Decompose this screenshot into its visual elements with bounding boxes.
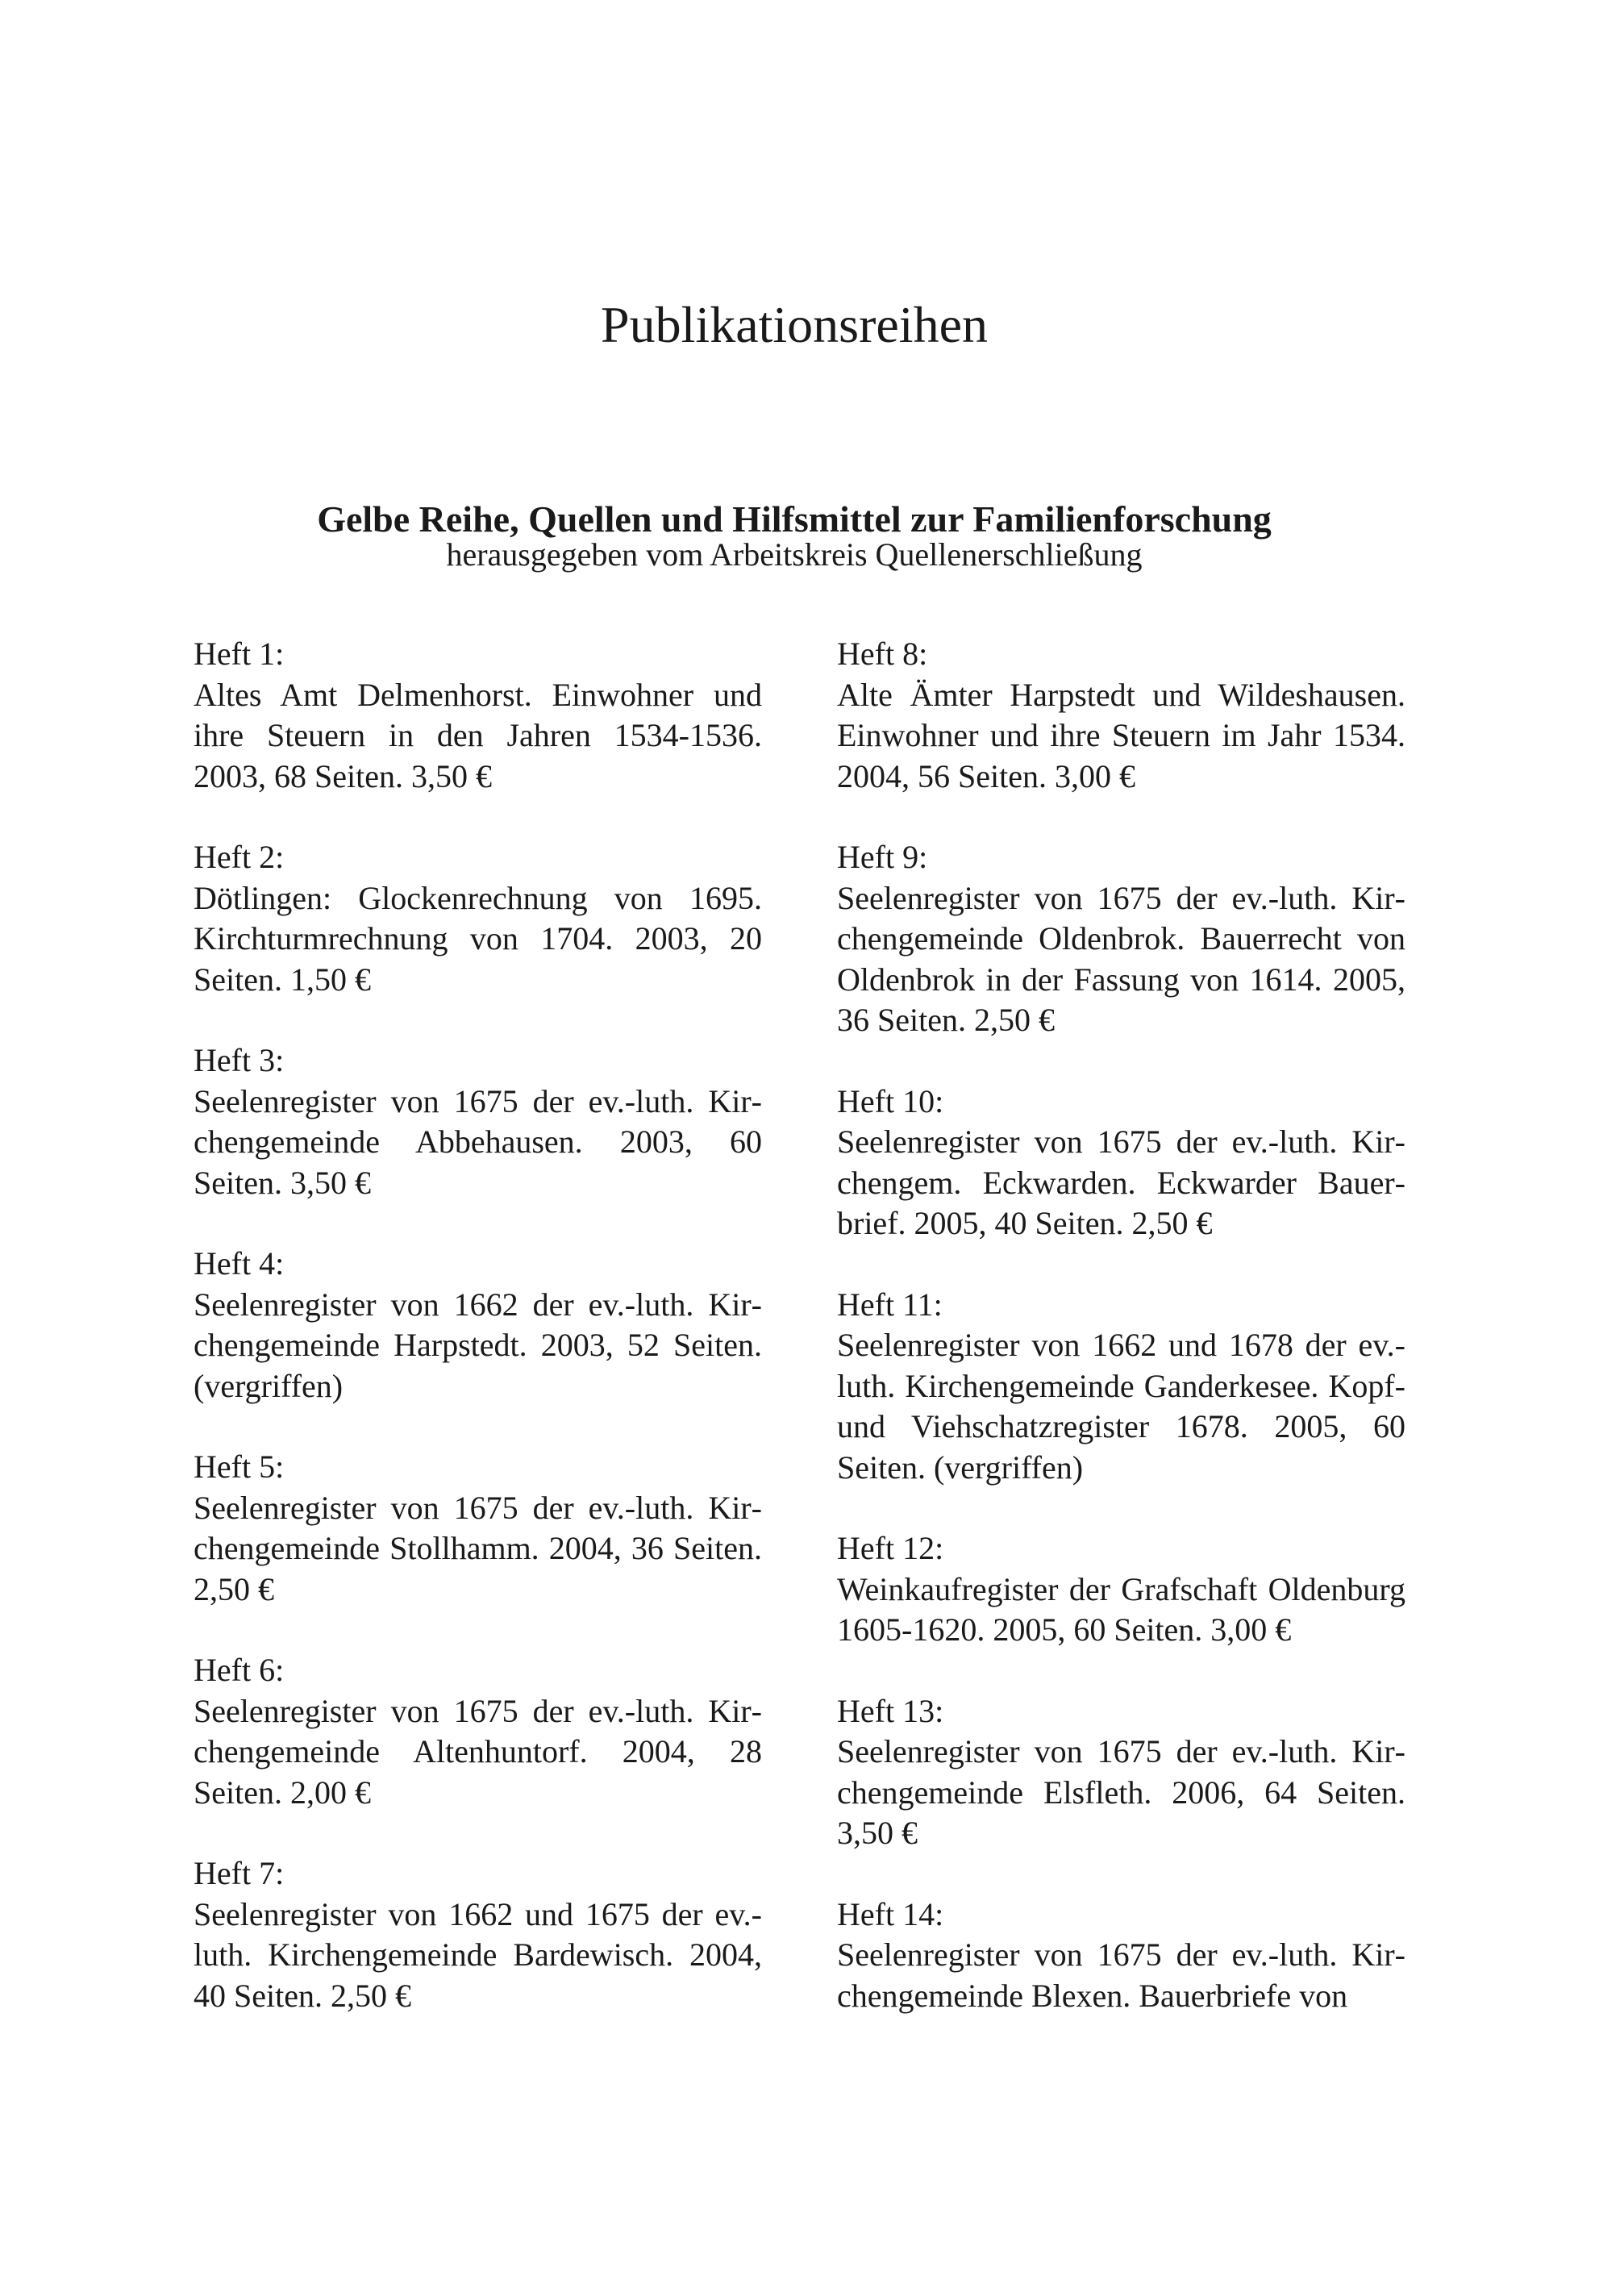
list-item [837,1691,1405,1854]
right-column [837,634,1405,2057]
entry-heading: Heft 14: [837,1895,944,1932]
list-item [837,1082,1405,1244]
series-subtitle: herausgegeben vom Arbeitskreis Quellenerschließung [446,536,1143,573]
entry-heading: Heft 1: [194,636,285,672]
entry-heading: Heft 6: [194,1652,285,1688]
entry-text: Seelenregister von 1662 und 1678 der ev.-luth. Kirchengemeinde Ganderkesee. Kopf- und Viehschatzregister 1678. 2005, 60 Seiten. (vergriffen) [837,1327,1405,1486]
entry-heading: Heft 7: [194,1855,285,1891]
entry-text: Seelenregister von 1675 der ev.-luth. Kirchengemeinde Oldenbrok. Bauerrecht von Oldenbrok in der Fassung von 1614. 2005, 36 Seiten. 2,50 € [837,879,1405,1038]
list-item [837,1528,1405,1651]
list-item [194,1650,762,1813]
entry-text: Seelenregister von 1662 der ev.-luth. Kirchengemeinde Harpstedt. 2003, 52 Seiten. (vergriffen) [194,1286,762,1404]
entry-heading: Heft 11: [837,1286,943,1323]
list-item [837,837,1405,1041]
entry-text: Seelenregister von 1675 der ev.-luth. Kirchengemeinde Stollhamm. 2004, 36 Seiten. 2,50 € [194,1489,762,1607]
entry-text: Seelenregister von 1662 und 1675 der ev.-luth. Kirchengemeinde Bardewisch. 2004, 40 Seiten. 2,50 € [194,1895,762,2014]
list-item [194,1447,762,1610]
page-title: Publikationsreihen [601,295,988,353]
entry-heading: Heft 12: [837,1530,944,1566]
list-item [837,1894,1405,2017]
series-title: Gelbe Reihe, Quellen und Hilfsmittel zur Familienforschung [317,498,1272,540]
entry-heading: Heft 8: [837,636,928,672]
entry-heading: Heft 5: [194,1448,285,1485]
entry-text: Weinkaufregister der Grafschaft Oldenburg 1605-1620. 2005, 60 Seiten. 3,00 € [837,1570,1405,1648]
left-column [194,634,762,2057]
entry-heading: Heft 4: [194,1245,285,1282]
entry-heading: Heft 10: [837,1082,944,1119]
entry-text: Dötlingen: Glockenrechnung von 1695. Kirchturmrechnung von 1704. 2003, 20 Seiten. 1,50 € [194,879,762,998]
list-item [194,1040,762,1203]
list-item [194,837,762,1000]
entry-heading: Heft 2: [194,839,285,875]
list-item [837,1285,1405,1489]
list-item [837,634,1405,797]
entry-heading: Heft 9: [837,839,928,875]
entry-text: Seelenregister von 1675 der ev.-luth. Kirchengemeinde Altenhuntorf. 2004, 28 Seiten. 2,00 € [194,1692,762,1811]
entry-heading: Heft 3: [194,1042,285,1078]
entry-text: Seelenregister von 1675 der ev.-luth. Kirchengemeinde Abbehausen. 2003, 60 Seiten. 3,50 € [194,1082,762,1201]
entry-text: Alte Ämter Harpstedt und Wildeshausen. Einwohner und ihre Steuern im Jahr 1534. 2004, 56 Seiten. 3,00 € [837,676,1405,794]
list-item [194,1244,762,1407]
entry-heading: Heft 13: [837,1692,944,1729]
list-item [194,634,762,797]
list-item [194,1853,762,2016]
entry-text: Seelenregister von 1675 der ev.-luth. Kirchengemeinde Elsfleth. 2006, 64 Seiten. 3,50 € [837,1733,1405,1851]
entry-text: Seelenregister von 1675 der ev.-luth. Kirchengem. Eckwarden. Eckwarder Bauerbrief. 2005, 40 Seiten. 2,50 € [837,1123,1405,1241]
entry-text: Seelenregister von 1675 der ev.-luth. Kirchengemeinde Blexen. Bauerbriefe von [837,1936,1405,2014]
entry-text: Altes Amt Delmenhorst. Einwohner und ihre Steuern in den Jahren 1534-1536. 2003, 68 Seiten. 3,50 € [194,676,762,794]
